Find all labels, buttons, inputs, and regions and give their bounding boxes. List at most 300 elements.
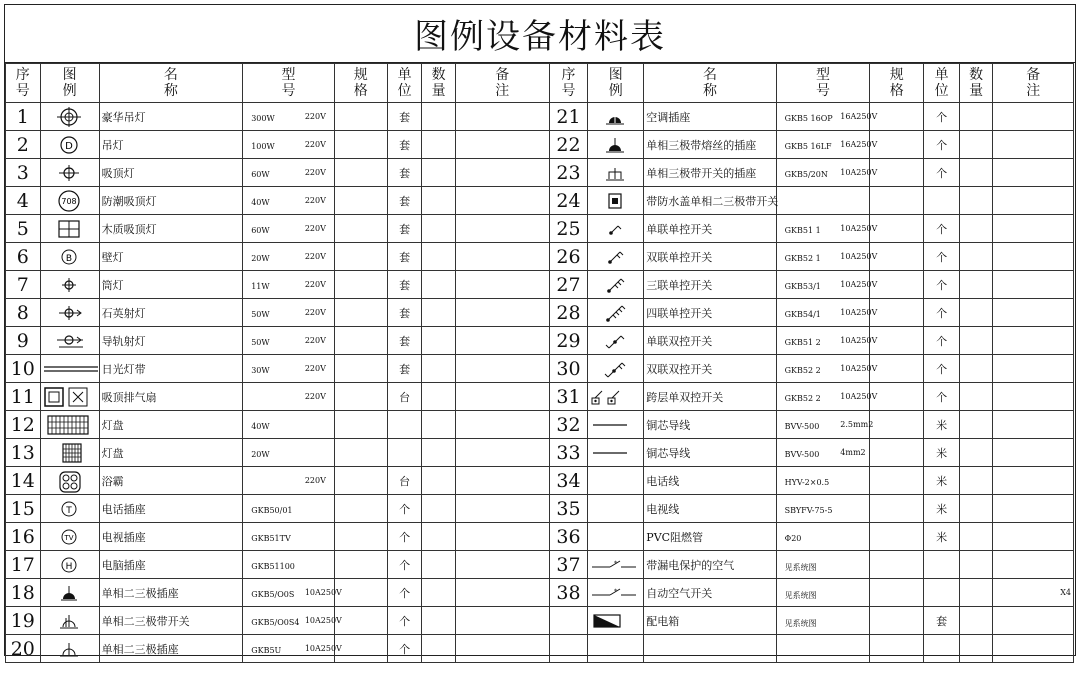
item-name: 三联单控开关	[646, 278, 713, 292]
row-number: 34	[556, 469, 581, 492]
right-spec-cell	[840, 271, 924, 299]
right-legend-cell	[588, 579, 644, 607]
left-unit-cell	[387, 411, 422, 439]
right-legend-cell	[588, 215, 644, 243]
left-qty-cell	[422, 327, 456, 355]
item-model: GKB52 2	[784, 394, 821, 403]
right-name-cell	[644, 355, 776, 383]
left-spec-cell	[304, 579, 387, 607]
single-switch-icon	[601, 218, 631, 240]
item-unit: 个	[399, 558, 411, 572]
item-model: Φ20	[784, 534, 802, 543]
item-unit: 米	[936, 446, 948, 460]
right-spec-cell	[840, 215, 924, 243]
left-legend-cell	[40, 383, 99, 411]
item-spec: 16A250V	[840, 112, 878, 121]
right-name-cell	[644, 607, 776, 635]
left-note-cell	[455, 579, 549, 607]
item-name: 灯盘	[101, 446, 124, 460]
svg-text:H: H	[65, 561, 73, 572]
header-unit-right: 单 位	[924, 64, 960, 103]
left-spec-cell	[304, 299, 387, 327]
right-note-cell	[993, 411, 1074, 439]
single-phase-socket-icon	[55, 582, 85, 604]
right-seq-cell	[549, 299, 588, 327]
left-seq-cell	[6, 551, 41, 579]
left-spec-cell	[334, 439, 387, 467]
table-row	[6, 523, 1074, 551]
item-unit: 个	[399, 530, 411, 544]
left-seq-cell	[6, 159, 41, 187]
item-name: 带漏电保护的空气	[646, 558, 735, 572]
quad-switch-icon	[601, 302, 631, 324]
item-unit: 米	[936, 502, 948, 516]
bath-heater-icon	[55, 470, 85, 492]
left-name-cell	[99, 215, 243, 243]
right-seq-cell	[549, 103, 588, 131]
left-note-cell	[455, 159, 549, 187]
left-qty-cell	[422, 383, 456, 411]
row-number: 31	[556, 385, 581, 408]
header-spec: 规 格	[334, 64, 387, 103]
right-model-cell	[776, 551, 870, 579]
header-legend-right: 图 例	[588, 64, 644, 103]
right-note-cell	[993, 243, 1074, 271]
light-strip-icon	[43, 358, 99, 380]
item-spec: 220V	[304, 336, 326, 345]
left-legend-cell	[40, 299, 99, 327]
socket-icon	[55, 638, 85, 660]
item-unit: 台	[399, 390, 411, 404]
left-spec-cell	[304, 131, 387, 159]
left-qty-cell	[422, 131, 456, 159]
item-model: 见系统图	[784, 619, 817, 628]
copper-wire-icon	[590, 442, 646, 464]
left-unit-cell	[387, 523, 422, 551]
item-model: GKB51 2	[784, 338, 821, 347]
left-spec-cell	[304, 355, 387, 383]
item-spec: 10A250V	[840, 308, 878, 317]
left-name-cell	[99, 159, 243, 187]
right-note-cell	[993, 607, 1074, 635]
right-name-cell	[644, 467, 776, 495]
row-number: 19	[10, 609, 35, 632]
item-unit: 个	[936, 250, 948, 264]
item-spec: 10A250V	[304, 616, 342, 625]
item-name: 单相二三极插座	[101, 642, 179, 656]
item-name: 防潮吸顶灯	[101, 194, 157, 208]
left-legend-cell	[40, 243, 99, 271]
pendant-lamp-icon	[55, 134, 85, 156]
right-seq-cell	[549, 579, 588, 607]
table-row	[6, 551, 1074, 579]
item-model: GKB51TV	[251, 534, 291, 543]
item-unit: 套	[936, 614, 948, 628]
left-qty-cell	[422, 187, 456, 215]
right-note-cell	[993, 103, 1074, 131]
header-note: 备 注	[455, 64, 549, 103]
legend-sheet	[4, 4, 1076, 660]
left-seq-cell	[6, 411, 41, 439]
item-unit: 个	[936, 166, 948, 180]
left-model-cell	[243, 495, 335, 523]
table-row	[6, 215, 1074, 243]
item-model: 见系统图	[784, 591, 817, 600]
row-number: 24	[556, 189, 581, 212]
left-seq-cell	[6, 523, 41, 551]
item-unit: 套	[399, 166, 411, 180]
row-number: 2	[16, 133, 29, 156]
item-name: 四联单控开关	[646, 306, 713, 320]
table-row	[6, 187, 1074, 215]
right-note-cell	[993, 131, 1074, 159]
left-seq-cell	[6, 467, 41, 495]
left-qty-cell	[422, 299, 456, 327]
left-unit-cell	[387, 439, 422, 467]
left-qty-cell	[422, 159, 456, 187]
row-number: 26	[556, 245, 581, 268]
left-unit-cell	[387, 635, 422, 663]
right-legend-cell	[588, 243, 644, 271]
right-qty-cell	[959, 551, 993, 579]
left-legend-cell	[40, 635, 99, 663]
right-legend-cell	[588, 467, 644, 495]
right-spec-cell	[870, 467, 924, 495]
right-unit-cell	[924, 635, 960, 663]
item-model: GKB51100	[251, 562, 295, 571]
item-name: 电话线	[646, 474, 680, 488]
right-model-cell	[776, 187, 870, 215]
right-legend-cell	[588, 187, 644, 215]
item-model: GKB5/20N	[784, 170, 828, 179]
right-name-cell	[644, 411, 776, 439]
right-seq-cell	[549, 271, 588, 299]
item-spec: 10A250V	[840, 392, 878, 401]
right-note-cell	[993, 523, 1074, 551]
right-unit-cell	[924, 383, 960, 411]
left-legend-cell	[40, 215, 99, 243]
left-note-cell	[455, 131, 549, 159]
right-seq-cell	[549, 187, 588, 215]
left-spec-cell	[304, 467, 387, 495]
item-model: 50W	[251, 338, 270, 347]
left-legend-cell	[40, 467, 99, 495]
left-qty-cell	[422, 411, 456, 439]
legend-table	[5, 63, 1074, 663]
ac-socket-icon	[601, 106, 631, 128]
row-number: 36	[556, 525, 581, 548]
left-note-cell	[455, 439, 549, 467]
item-unit: 台	[399, 474, 411, 488]
item-unit: 个	[936, 110, 948, 124]
right-unit-cell	[924, 467, 960, 495]
right-unit-cell	[924, 551, 960, 579]
right-qty-cell	[959, 243, 993, 271]
item-name: 豪华吊灯	[101, 110, 146, 124]
left-model-cell	[243, 411, 335, 439]
right-spec-cell	[870, 187, 924, 215]
left-seq-cell	[6, 383, 41, 411]
item-name: 浴霸	[101, 474, 124, 488]
right-unit-cell	[924, 327, 960, 355]
left-spec-cell	[304, 271, 387, 299]
left-name-cell	[99, 411, 243, 439]
right-note-cell	[993, 327, 1074, 355]
table-row	[6, 243, 1074, 271]
right-model-cell	[776, 495, 870, 523]
right-unit-cell	[924, 243, 960, 271]
item-unit: 米	[936, 474, 948, 488]
item-model: GKB5/O0S4	[251, 618, 300, 627]
left-seq-cell	[6, 271, 41, 299]
left-note-cell	[455, 635, 549, 663]
ceiling-lamp-icon	[55, 162, 85, 184]
item-spec: 220V	[304, 168, 326, 177]
item-model: HYV-2×0.5	[784, 478, 830, 487]
right-legend-cell	[588, 551, 644, 579]
left-name-cell	[99, 467, 243, 495]
leakage-breaker-icon	[590, 554, 646, 576]
right-legend-cell	[588, 159, 644, 187]
left-note-cell	[455, 355, 549, 383]
item-unit: 套	[399, 334, 411, 348]
right-qty-cell	[959, 131, 993, 159]
item-spec: 10A250V	[840, 168, 878, 177]
left-legend-cell	[40, 551, 99, 579]
right-qty-cell	[959, 439, 993, 467]
right-name-cell	[644, 243, 776, 271]
left-legend-cell	[40, 159, 99, 187]
left-unit-cell	[387, 187, 422, 215]
left-legend-cell	[40, 607, 99, 635]
item-model: 100W	[251, 142, 275, 151]
row-number: 16	[10, 525, 35, 548]
right-model-cell	[776, 523, 870, 551]
right-legend-cell	[588, 523, 644, 551]
table-row	[6, 271, 1074, 299]
large-light-panel-icon	[43, 414, 99, 436]
left-legend-cell	[40, 355, 99, 383]
left-legend-cell	[40, 131, 99, 159]
right-name-cell	[644, 327, 776, 355]
item-name: 木质吸顶灯	[101, 222, 157, 236]
left-note-cell	[455, 551, 549, 579]
item-name: 带防水盖单相二三极带开关	[646, 194, 779, 208]
right-legend-cell	[588, 439, 644, 467]
left-seq-cell	[6, 355, 41, 383]
item-unit: 米	[936, 530, 948, 544]
row-number: 1	[16, 105, 29, 128]
tv-socket-icon	[55, 526, 85, 548]
right-spec-cell	[840, 439, 924, 467]
right-model-cell	[776, 467, 870, 495]
left-unit-cell	[387, 383, 422, 411]
item-name: 跨层单双控开关	[646, 390, 724, 404]
row-number: 25	[556, 217, 581, 240]
chandelier-icon	[55, 106, 85, 128]
right-note-cell	[993, 159, 1074, 187]
row-number: 32	[556, 413, 581, 436]
left-unit-cell	[387, 327, 422, 355]
item-name: 单相二三极插座	[101, 586, 179, 600]
svg-text:708: 708	[60, 196, 77, 206]
left-seq-cell	[6, 495, 41, 523]
item-unit: 套	[399, 194, 411, 208]
right-unit-cell	[924, 355, 960, 383]
left-seq-cell	[6, 187, 41, 215]
left-unit-cell	[387, 103, 422, 131]
left-name-cell	[99, 551, 243, 579]
header-model: 型 号	[243, 64, 335, 103]
item-model: 见系统图	[784, 563, 817, 572]
table-row	[6, 635, 1074, 663]
svg-text:*: *	[614, 559, 618, 567]
item-unit: 个	[936, 334, 948, 348]
left-qty-cell	[422, 439, 456, 467]
right-unit-cell	[924, 271, 960, 299]
item-unit: 套	[399, 222, 411, 236]
right-spec-cell	[840, 355, 924, 383]
item-name: 导轨射灯	[101, 334, 146, 348]
right-qty-cell	[959, 579, 993, 607]
left-unit-cell	[387, 579, 422, 607]
item-name: 电视线	[646, 502, 680, 516]
item-name: 吸顶灯	[101, 166, 135, 180]
left-note-cell	[455, 215, 549, 243]
right-legend-cell	[588, 299, 644, 327]
table-row	[6, 327, 1074, 355]
row-number: 35	[556, 497, 581, 520]
right-qty-cell	[959, 495, 993, 523]
item-name: 单相三极带熔丝的插座	[646, 138, 757, 152]
row-number: 21	[556, 105, 581, 128]
row-number: 18	[10, 581, 35, 604]
item-model: 40W	[251, 198, 270, 207]
item-model: 40W	[251, 422, 270, 431]
item-unit: 套	[399, 278, 411, 292]
right-legend-cell	[588, 495, 644, 523]
left-note-cell	[455, 103, 549, 131]
table-row	[6, 467, 1074, 495]
item-spec: 10A250V	[840, 336, 878, 345]
left-seq-cell	[6, 607, 41, 635]
item-model: GKB50/01	[251, 506, 293, 515]
left-seq-cell	[6, 439, 41, 467]
left-qty-cell	[422, 495, 456, 523]
left-unit-cell	[387, 159, 422, 187]
right-qty-cell	[959, 187, 993, 215]
right-name-cell	[644, 103, 776, 131]
right-unit-cell	[924, 523, 960, 551]
item-spec: 220V	[304, 224, 326, 233]
item-spec: 10A250V	[840, 224, 878, 233]
item-name: 单相二三极带开关	[101, 614, 190, 628]
right-model-cell	[776, 579, 870, 607]
left-seq-cell	[6, 243, 41, 271]
item-name: 壁灯	[101, 250, 124, 264]
item-unit: 个	[936, 362, 948, 376]
right-qty-cell	[959, 327, 993, 355]
row-number: 12	[10, 413, 35, 436]
svg-text:B: B	[65, 253, 72, 264]
right-legend-cell	[588, 411, 644, 439]
item-model: GKB53/1	[784, 282, 821, 291]
item-spec: 220V	[304, 476, 326, 485]
right-seq-cell	[549, 355, 588, 383]
left-note-cell	[455, 467, 549, 495]
item-name: 筒灯	[101, 278, 124, 292]
row-number: 5	[16, 217, 29, 240]
right-name-cell	[644, 383, 776, 411]
copper-wire-icon	[590, 414, 646, 436]
left-name-cell	[99, 299, 243, 327]
right-seq-cell	[549, 467, 588, 495]
left-note-cell	[455, 271, 549, 299]
item-name: 自动空气开关	[646, 586, 713, 600]
right-seq-cell	[549, 635, 588, 663]
header-seq-right: 序 号	[549, 64, 588, 103]
left-name-cell	[99, 607, 243, 635]
table-row	[6, 439, 1074, 467]
row-number: 37	[556, 553, 581, 576]
item-spec: 220V	[304, 252, 326, 261]
row-number: 30	[556, 357, 581, 380]
right-spec-cell	[840, 159, 924, 187]
left-unit-cell	[387, 607, 422, 635]
row-number: 8	[16, 301, 29, 324]
left-unit-cell	[387, 495, 422, 523]
right-qty-cell	[959, 159, 993, 187]
left-name-cell	[99, 439, 243, 467]
right-legend-cell	[588, 103, 644, 131]
header-note-right: 备 注	[993, 64, 1074, 103]
right-unit-cell	[924, 411, 960, 439]
left-seq-cell	[6, 635, 41, 663]
left-seq-cell	[6, 215, 41, 243]
right-legend-cell	[588, 383, 644, 411]
right-seq-cell	[549, 551, 588, 579]
right-name-cell	[644, 551, 776, 579]
item-unit: 个	[399, 502, 411, 516]
item-model: BVV-500	[784, 422, 820, 431]
item-name: 电视插座	[101, 530, 146, 544]
item-name: 灯盘	[101, 418, 124, 432]
left-unit-cell	[387, 355, 422, 383]
right-seq-cell	[549, 131, 588, 159]
row-number: 14	[10, 469, 35, 492]
right-unit-cell	[924, 439, 960, 467]
header-model-right: 型 号	[776, 64, 870, 103]
right-note-cell	[993, 467, 1074, 495]
header-unit: 单 位	[387, 64, 422, 103]
right-name-cell	[644, 131, 776, 159]
right-qty-cell	[959, 411, 993, 439]
header-qty: 数 量	[422, 64, 456, 103]
table-header-row	[6, 64, 1074, 103]
row-number: 28	[556, 301, 581, 324]
left-note-cell	[455, 299, 549, 327]
item-spec: 4mm2	[840, 448, 866, 457]
right-qty-cell	[959, 215, 993, 243]
right-unit-cell	[924, 299, 960, 327]
item-spec: 220V	[304, 364, 326, 373]
item-spec: 10A250V	[304, 644, 342, 653]
left-legend-cell	[40, 187, 99, 215]
svg-text:TV: TV	[64, 533, 74, 542]
right-name-cell	[644, 495, 776, 523]
distribution-box-icon	[590, 610, 646, 632]
item-model: GKB51 1	[784, 226, 821, 235]
